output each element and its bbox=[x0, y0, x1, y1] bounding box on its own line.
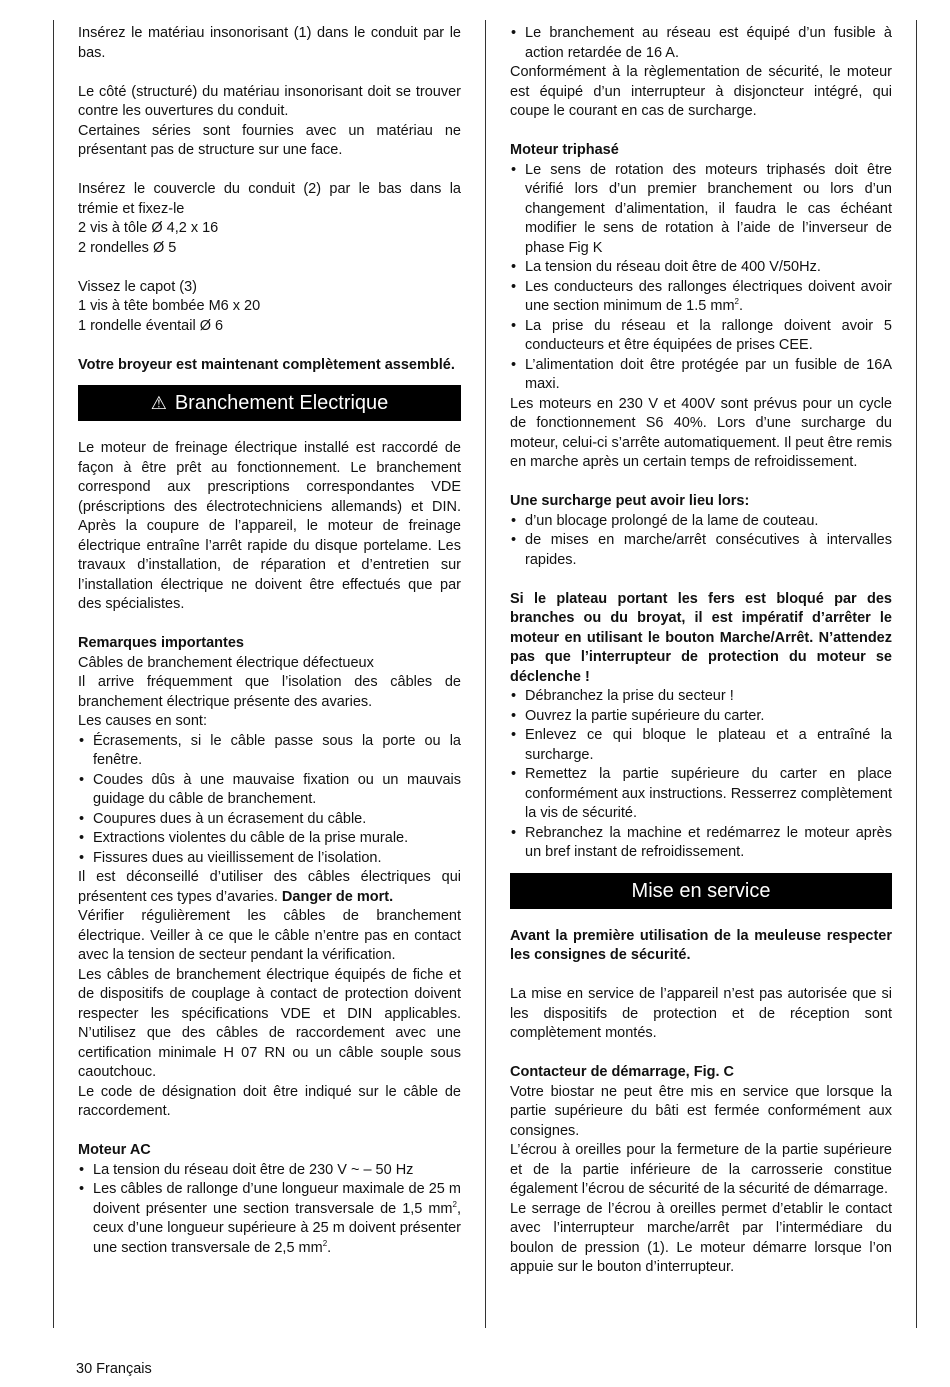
list-item: • d’un blocage prolongé de la lame de couteau. bbox=[510, 512, 892, 532]
list-item: • Enlevez ce qui bloque le plateau et a entraîné la surcharge. bbox=[510, 726, 892, 765]
list-item: • La tension du réseau doit être de 400 V/50Hz. bbox=[510, 258, 892, 278]
warning-triangle-icon: ⚠ bbox=[150, 393, 167, 413]
three-phase-list bbox=[510, 161, 892, 395]
list-item: • La prise du réseau et la rallonge doivent avoir 5 conducteurs et être équipées de prises CEE. bbox=[510, 317, 892, 356]
list-item: • Les conducteurs des rallonges électriques doivent avoir une section minimum de 1.5 $mm^2$. bbox=[510, 278, 892, 317]
paragraph-insert-material: Insérez le matériau insonorisant (1) dans le conduit par le bas. bbox=[78, 25, 461, 61]
list-item: • Le branchement au réseau est équipé d’un fusible à action retardée de 16 A. bbox=[510, 24, 892, 63]
list-item: • Extractions violentes du câble de la prise murale. bbox=[78, 829, 461, 849]
subheading-three-phase: Moteur triphasé bbox=[510, 142, 619, 158]
paragraph-structured-side: Le côté (structuré) du matériau insonorisant doit se trouver contre les ouvertures du conduit. bbox=[78, 83, 461, 119]
danger-warning: Danger de mort. bbox=[281, 888, 394, 905]
paragraph-contactor-1: Votre biostar ne peut être mis en service que lorsque la partie supérieure du bâti est fermée conformément aux consignes. bbox=[510, 1083, 892, 1139]
ac-motor-list bbox=[78, 1161, 461, 1259]
list-item: • Fissures dues au vieillissement de l’isolation. bbox=[78, 849, 461, 869]
blocked-plate-warning: Si le plateau portant les fers est bloqué par des branches ou du broyat, il est impératif d’arrêter le moteur en utilisant le bouton Marche/Arrêt. N’attendez pas que l’interrupteur de protection du moteur se déclenche ! bbox=[510, 590, 892, 685]
subheading-contactor: Contacteur de démarrage, Fig. C bbox=[510, 1064, 734, 1080]
line-washers: 2 rondelles Ø 5 bbox=[78, 239, 177, 256]
paragraph-motors-cycle: Les moteurs en 230 V et 400V sont prévus pour un cycle de fonctionnement S6 40%. Lors d’une surcharge du moteur, celui-ci s’arrête automatiquement. Il peut être remis en marche après un certain temps de refroidissement. bbox=[510, 395, 892, 470]
list-item: • Le sens de rotation des moteurs triphasés doit être vérifié lors d’un premier branchement ou lors d’un changement d’alimentation, il faudra le cas échéant modifier le sens de rotation à l’aide de l’inverseur de phase Fig K bbox=[510, 161, 892, 259]
line-sheet-screws: 2 vis à tôle Ø 4,2 x 16 bbox=[78, 220, 219, 236]
list-item: • L’alimentation doit être protégée par un fusible de 16A maxi. bbox=[510, 356, 892, 395]
list-item: • Remettez la partie supérieure du carter en place conformément aux instructions. Resserrez complètement la vis de sécurité. bbox=[510, 765, 892, 824]
column-rule-left bbox=[53, 20, 54, 1328]
column-rule-right bbox=[916, 20, 917, 1328]
line-defective-cables: Câbles de branchement électrique défectueux bbox=[78, 654, 374, 671]
page-footer: 30 Français bbox=[76, 1361, 152, 1377]
line-causes: Les causes en sont: bbox=[78, 713, 207, 729]
heading-service-text: Mise en service bbox=[631, 879, 771, 902]
line-fan-washer: 1 rondelle éventail Ø 6 bbox=[78, 317, 224, 334]
list-item: • Débranchez la prise du secteur ! bbox=[510, 687, 892, 707]
right-column bbox=[510, 24, 892, 1278]
paragraph-advice bbox=[78, 868, 461, 907]
paragraph-cable-specs: Les câbles de branchement électrique équipés de fiche et de dispositifs de couplage à contact de protection doivent respecter les spécifications VDE et DIN applicables. N’utilisez que des câbles de raccordement avec une certification minimale H 07 RN ou un câble souple sous caoutchouc. bbox=[78, 966, 461, 1080]
line-insulation: Il arrive fréquemment que l’isolation des câbles de branchement électrique présente des avaries. bbox=[78, 674, 461, 710]
subheading-ac-motor: Moteur AC bbox=[78, 1142, 151, 1158]
line-screw-hood: Vissez le capot (3) bbox=[78, 278, 198, 295]
list-item: • de mises en marche/arrêt consécutives à intervalles rapides. bbox=[510, 531, 892, 570]
blocked-steps-list bbox=[510, 687, 892, 863]
list-item: • Ouvrez la partie supérieure du carter. bbox=[510, 707, 892, 727]
fuse-list bbox=[510, 24, 892, 63]
subheading-remarks: Remarques importantes bbox=[78, 635, 244, 651]
list-item: • Les câbles de rallonge d’une longueur maximale de 25 m doivent présenter une section transversale de 1,5 $mm^2$, ceux d’une longueur supérieure à 25 m doivent présenter une section transversale de 2,5 $mm^2$. bbox=[78, 1180, 461, 1258]
section-heading-service bbox=[510, 873, 892, 909]
causes-list bbox=[78, 732, 461, 869]
paragraph-designation-code: Le code de désignation doit être indiqué sur le câble de raccordement. bbox=[78, 1083, 461, 1119]
list-item: • Coudes dûs à une mauvaise fixation ou un mauvais guidage du câble de branchement. bbox=[78, 771, 461, 810]
list-item: • Coupures dues à un écrasement du câble. bbox=[78, 810, 461, 830]
paragraph-contactor-3: Le serrage de l’écrou à oreilles permet d’etablir le contact avec l’interrupteur marche/arrêt par l’intermédiare du boulon de pression (1). Le moteur démarre lorsque l’on appuie sur le bouton d’interrupteur. bbox=[510, 1200, 892, 1275]
section-heading-electric bbox=[78, 385, 461, 421]
line-dome-screw: 1 vis à tête bombée M6 x 20 bbox=[78, 298, 261, 314]
paragraph-contactor-2: L’écrou à oreilles pour la fermeture de la partie supérieure et de la partie inférieure de la carrosserie constitue également l’écrou de sécurité de la sécurité de démarrage. bbox=[510, 1142, 892, 1197]
subheading-overload: Une surcharge peut avoir lieu lors: bbox=[510, 493, 750, 509]
paragraph-duct-cover: Insérez le couvercle du conduit (2) par le bas dans la trémie et fixez-le bbox=[78, 181, 461, 217]
paragraph-electric-motor: Le moteur de freinage électrique installé est raccordé de façon à être prêt au fonctionnement. Le branchement correspond aux prescriptions correspondantes VDE (préscriptions des électrotechniciens allemands) et DIN. Après la coupure de l’appareil, le moteur de freinage électrique entraîne l’arrêt rapide du disque portelame. Les travaux d’installation, de réparation et d’entretien sur l’installation électrique ne doivent être effectués que par des spécialistes. bbox=[78, 440, 461, 612]
paragraph-conformity: Conformément à la règlementation de sécurité, le moteur est équipé d’un interrupteur à disjoncteur intégré, qui coupe le courant en cas de surcharge. bbox=[510, 64, 892, 119]
service-intro: Avant la première utilisation de la meuleuse respecter les consignes de sécurité. bbox=[510, 927, 892, 963]
column-rule-middle bbox=[485, 20, 486, 1328]
paragraph-check-cables: Vérifier régulièrement les câbles de branchement électrique. Veiller à ce que le câble n’entre pas en contact avec la tension de secteur pendant la vérification. bbox=[78, 908, 461, 963]
list-item: • Écrasements, si le câble passe sous la porte ou la fenêtre. bbox=[78, 732, 461, 771]
advice-text: Il est déconseillé d’utiliser des câbles électriques qui présentent ces types d’avaries. bbox=[78, 869, 461, 905]
left-column bbox=[78, 24, 461, 1258]
paragraph-service: La mise en service de l’appareil n’est pas autorisée que si les dispositifs de protection et de réception sont complètement montés. bbox=[510, 986, 892, 1041]
overload-list bbox=[510, 512, 892, 571]
list-item: • La tension du réseau doit être de 230 V ~ – 50 Hz bbox=[78, 1161, 461, 1181]
list-item: • Rebranchez la machine et redémarrez le moteur après un bref instant de refroidissement. bbox=[510, 824, 892, 863]
assembled-statement: Votre broyeur est maintenant complètement assemblé. bbox=[78, 356, 455, 373]
heading-electric-text: Branchement Electrique bbox=[174, 392, 389, 414]
paragraph-series-note: Certaines séries sont fournies avec un matériau ne présentant pas de structure sur une face. bbox=[78, 122, 461, 158]
